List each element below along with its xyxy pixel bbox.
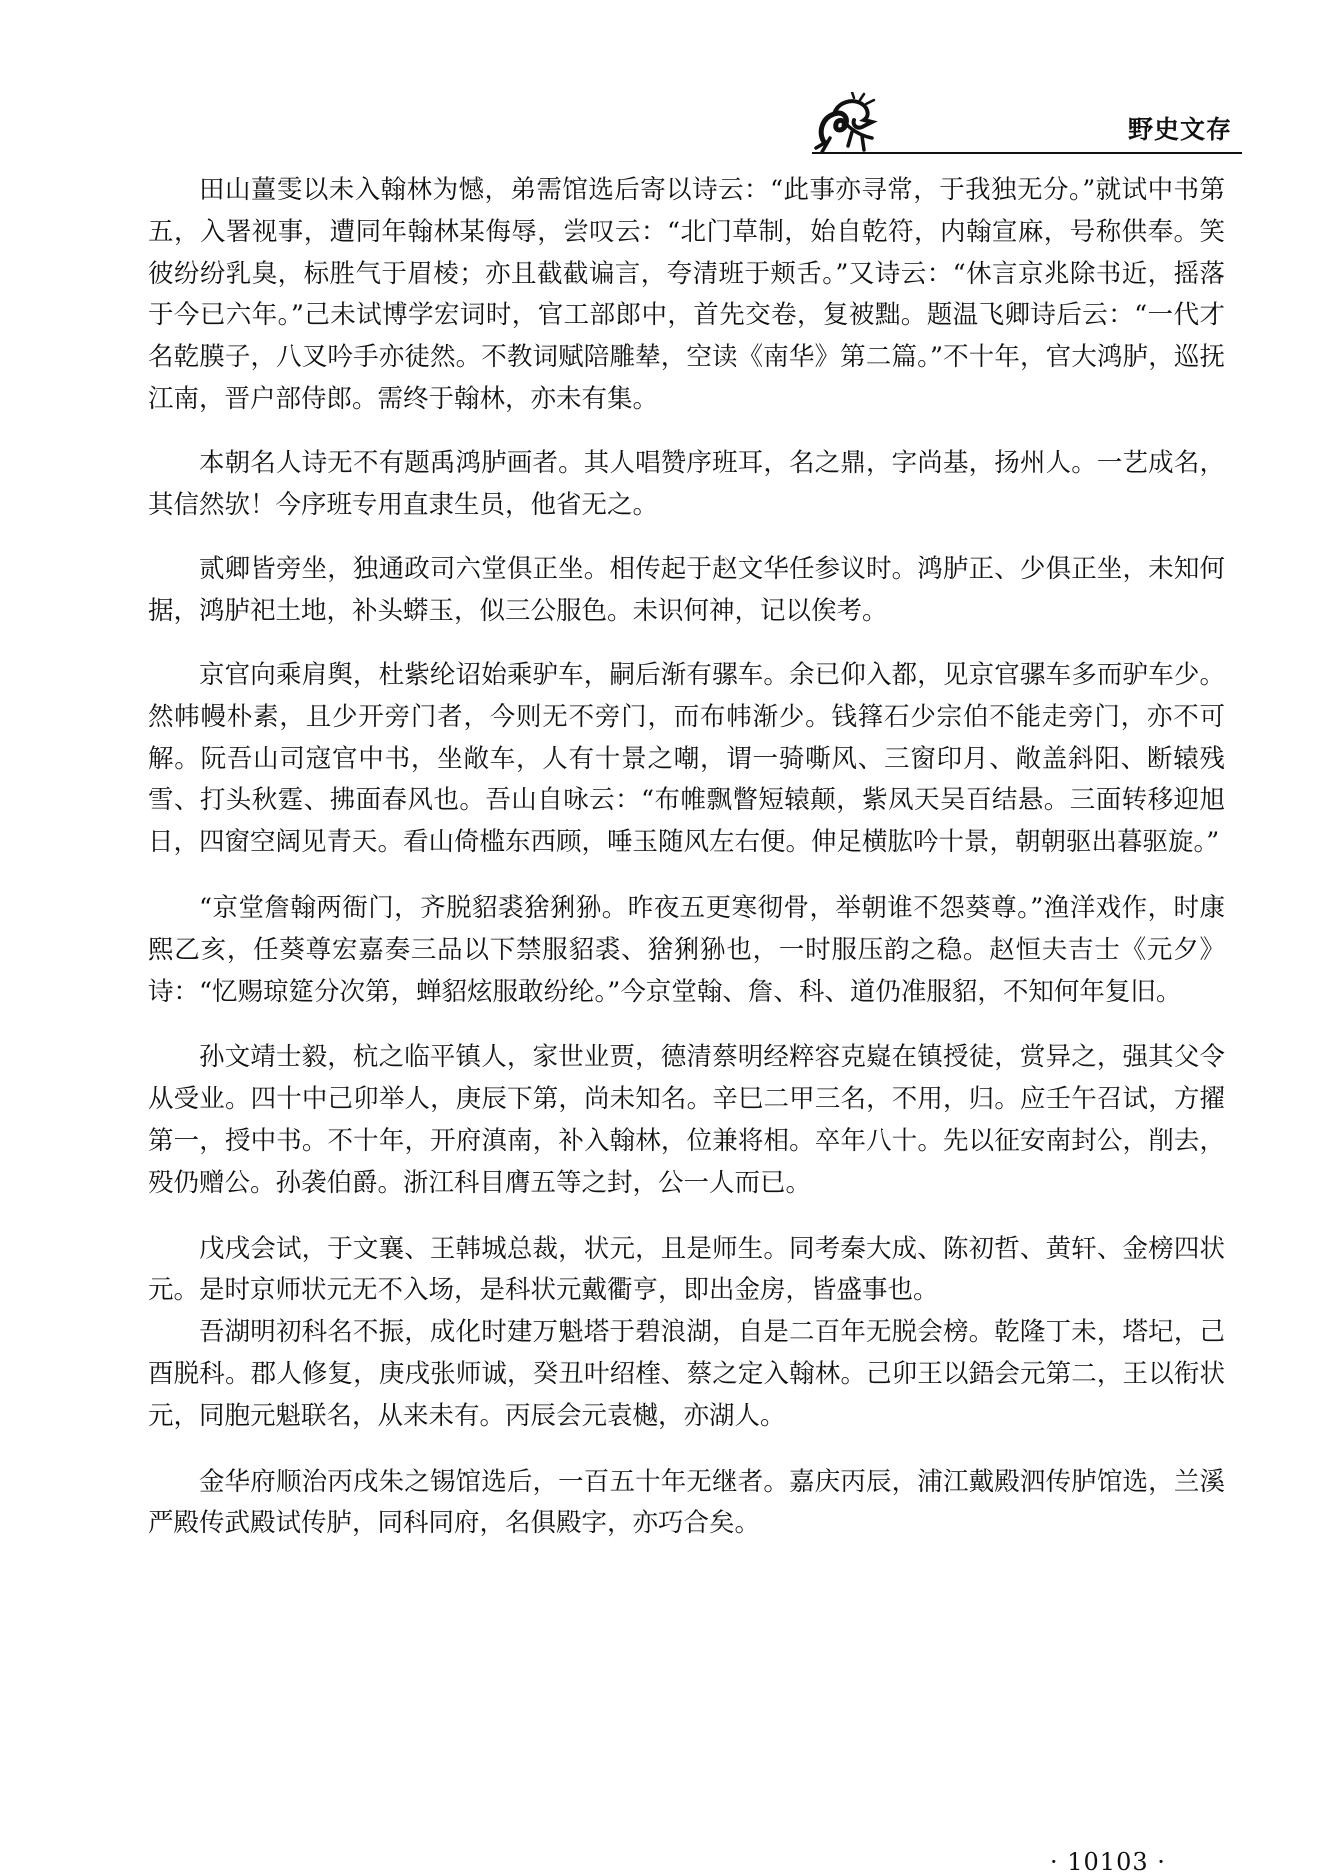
paragraph-5: “京堂詹翰两衙门，齐脱貂裘猞猁狲。昨夜五更寒彻骨，举朝谁不怨葵尊。”渔洋戏作，时康熙乙亥，任葵尊宏嘉奏三品以下禁服貂裘、猞猁狲也，一时服压韵之稳。赵恒夫吉士《元夕》诗：“忆赐琼筵分次第，蝉貂炫服敢纷纶。”今京堂翰、詹、科、道仍准服貂，不知何年复旧。 <box>148 892 1225 1007</box>
paragraph-7: 戊戌会试，于文襄、王韩城总裁，状元，且是师生。同考秦大成、陈初哲、黄轩、金榜四状元。是时京师状元无不入场，是科状元戴衢亨，即出金房，皆盛事也。 <box>148 1233 1225 1306</box>
running-title: 野史文存 <box>1127 115 1232 144</box>
header-rule <box>812 152 1242 154</box>
paragraph-2: 本朝名人诗无不有题禹鸿胪画者。其人唱赞序班耳，名之鼎，字尚基，扬州人。一艺成名，其信然欤！今序班专用直隶生员，他省无之。 <box>148 447 1225 520</box>
running-header <box>812 92 1242 162</box>
paragraph-6: 孙文靖士毅，杭之临平镇人，家世业贾，德清蔡明经粹容克嶷在镇授徒，赏异之，强其父令从受业。四十中己卯举人，庚辰下第，尚未知名。辛巳二甲三名，不用，归。应壬午召试，方擢第一，授中书。不十年，开府滇南，补入翰林，位兼将相。卒年八十。先以征安南封公，削去，殁仍赠公。孙袭伯爵。浙江科目膺五等之封，公一人而已。 <box>148 1042 1225 1198</box>
paragraph-1: 田山薑雯以未入翰林为憾，弟需馆选后寄以诗云：“此事亦寻常，于我独无分。”就试中书第五，入署视事，遭同年翰林某侮辱，尝叹云：“北门草制，始自乾符，内翰宣麻，号称供奉。笑彼纷纷乳臭，标胜气于眉棱；亦且截截谝言，夸清班于颊舌。”又诗云：“休言京兆除书近，摇落于今已六年。”己未试博学宏词时，官工部郎中，首先交卷，复被黜。题温飞卿诗后云：“一代才名乾膜子，八叉吟手亦徒然。不教词赋陪雕辇，空读《南华》第二篇。”不十年，官大鸿胪，巡抚江南，晋户部侍郎。需终于翰林，亦未有集。 <box>148 175 1225 414</box>
page-number: · 10103 · <box>1050 1848 1166 1876</box>
paragraph-8: 吾湖明初科名不振，成化时建万魁塔于碧浪湖，自是二百年无脱会榜。乾隆丁未，塔圮，己酉脱科。郡人修复，庚戌张师诚，癸丑叶绍楏、蔡之定入翰林。己卯王以鋙会元第二，王以衔状元，同胞元魁联名，从来未有。丙辰会元袁樾，亦湖人。 <box>148 1317 1225 1431</box>
paragraph-3: 贰卿皆旁坐，独通政司六堂俱正坐。相传起于赵文华任参议时。鸿胪正、少俱正坐，未知何据，鸿胪祀土地，补头蟒玉，似三公服色。未识何神，记以俟考。 <box>148 554 1225 627</box>
paragraph-4: 京官向乘肩舆，杜紫纶诏始乘驴车，嗣后渐有骡车。余已仰入都，见京官骡车多而驴车少。然帏幔朴素，且少开旁门者，今则无不旁门，而布帏渐少。钱箨石少宗伯不能走旁门，亦不可解。阮吾山司寇官中书，坐敞车，人有十景之嘲，谓一骑嘶风、三窗印月、敞盖斜阳、断辕残雪、打头秋霆、拂面春风也。吾山自咏云：“布帷飘瞥短辕颠，紫凤天吴百结悬。三面转移迎旭日，四窗空阔见青天。看山倚槛东西顾，唾玉随风左右便。伸足横肱吟十景，朝朝驱出暮驱旋。” <box>148 659 1225 858</box>
paragraph-9: 金华府顺治丙戌朱之锡馆选后，一百五十年无继者。嘉庆丙辰，浦江戴殿泗传胪馆选，兰溪严殿传武殿试传胪，同科同府，名俱殿字，亦巧合矣。 <box>148 1466 1225 1539</box>
main-text <box>148 170 1225 1545</box>
dragon-emblem-icon <box>812 92 880 154</box>
